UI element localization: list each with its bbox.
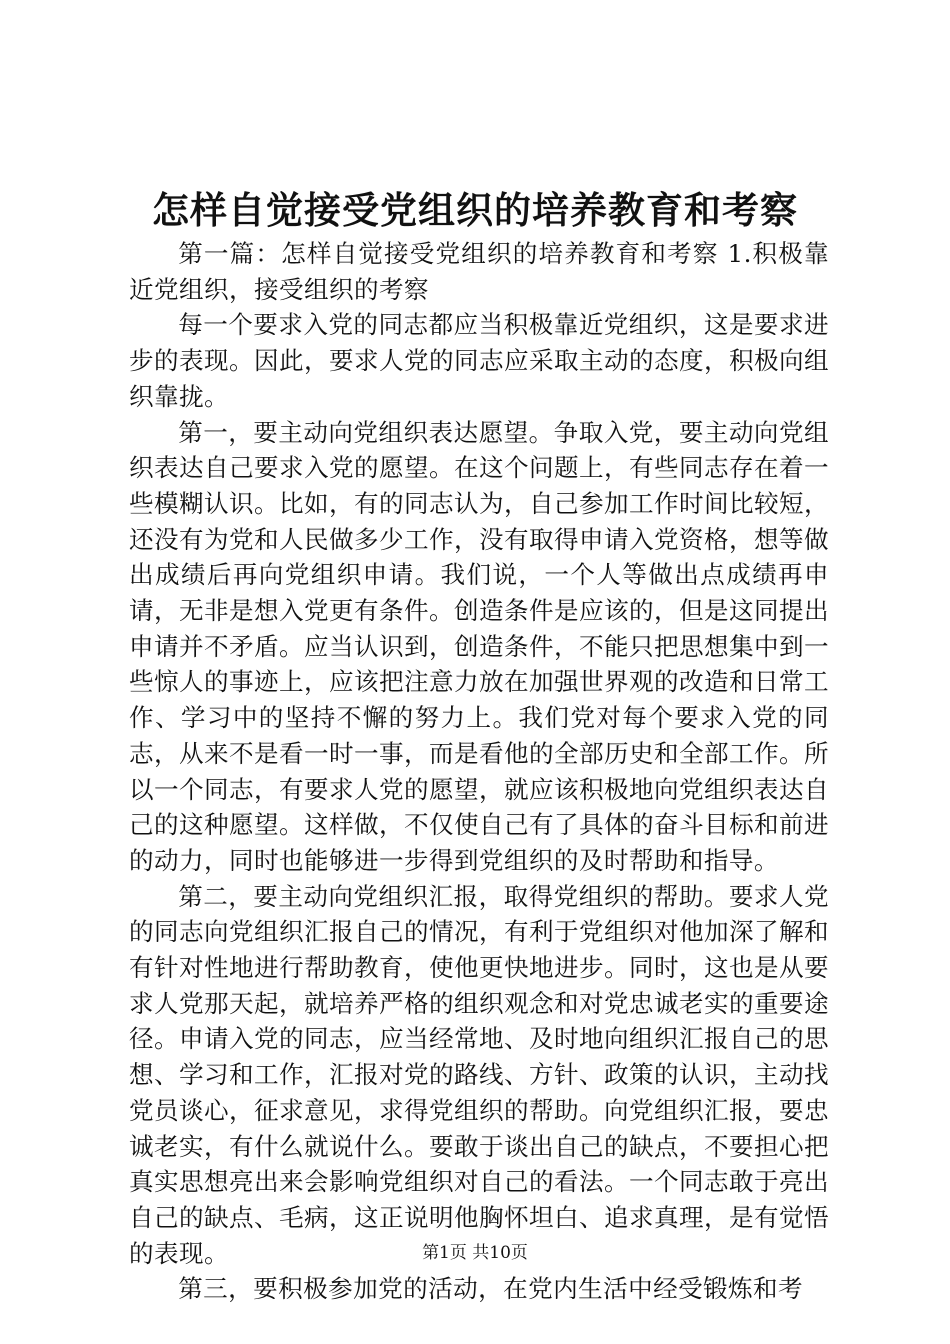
- paragraph-3: 第一，要主动向党组织表达愿望。争取入党，要主动向党组织表达自己要求入党的愿望。在这个问题上，有些同志存在着一些模糊认识。比如，有的同志认为，自己参加工作时间比较短，还没有为党和人民做多少工作，没有取得申请入党资格，想等做出成绩后再向党组织申请。我们说，一个人等做出点成绩再申请，无非是想入党更有条件。创造条件是应该的，但是这同提出申请并不矛盾。应当认识到，创造条件，不能只把思想集中到一些惊人的事迹上，应该把注意力放在加强世界观的改造和日常工作、学习中的坚持不懈的努力上。我们党对每个要求入党的同志，从来不是看一时一事，而是看他的全部历史和全部工作。所以一个同志，有要求人党的愿望，就应该积极地向党组织表达自己的这种愿望。这样做，不仅使自己有了具体的奋斗目标和前进的动力，同时也能够进一步得到党组织的及时帮助和指导。: [129, 417, 829, 875]
- paragraph-1: 第一篇：怎样自觉接受党组织的培养教育和考察 1.积极靠近党组织，接受组织的考察: [129, 239, 829, 304]
- paragraph-5: 第三，要积极参加党的活动，在党内生活中经受锻炼和考: [178, 1274, 804, 1304]
- paragraph-4: 第二，要主动向党组织汇报，取得党组织的帮助。要求人党的同志向党组织汇报自己的情况，有利于党组织对他加深了解和有针对性地进行帮助教育，使他更快地进步。同时，这也是从要求人党那天起，就培养严格的组织观念和对党忠诚老实的重要途径。申请入党的同志，应当经常地、及时地向组织汇报自己的思想、学习和工作，汇报对党的路线、方针、政策的认识，主动找党员谈心，征求意见，求得党组织的帮助。向党组织汇报，要忠诚老实，有什么就说什么。要敢于谈出自己的缺点，不要担心把真实思想亮出来会影响党组织对自己的看法。一个同志敢于亮出自己的缺点、毛病，这正说明他胸怀坦白、追求真理，是有觉悟的表现。: [129, 881, 829, 1268]
- paragraph-2: 每一个要求入党的同志都应当积极靠近党组织，这是要求进步的表现。因此，要求人党的同志应采取主动的态度，积极向组织靠拢。: [129, 310, 829, 411]
- document-title: 怎样自觉接受党组织的培养教育和考察: [152, 188, 798, 232]
- document-body: [129, 236, 829, 1307]
- page-footer: 第1页 共10页: [422, 1243, 528, 1263]
